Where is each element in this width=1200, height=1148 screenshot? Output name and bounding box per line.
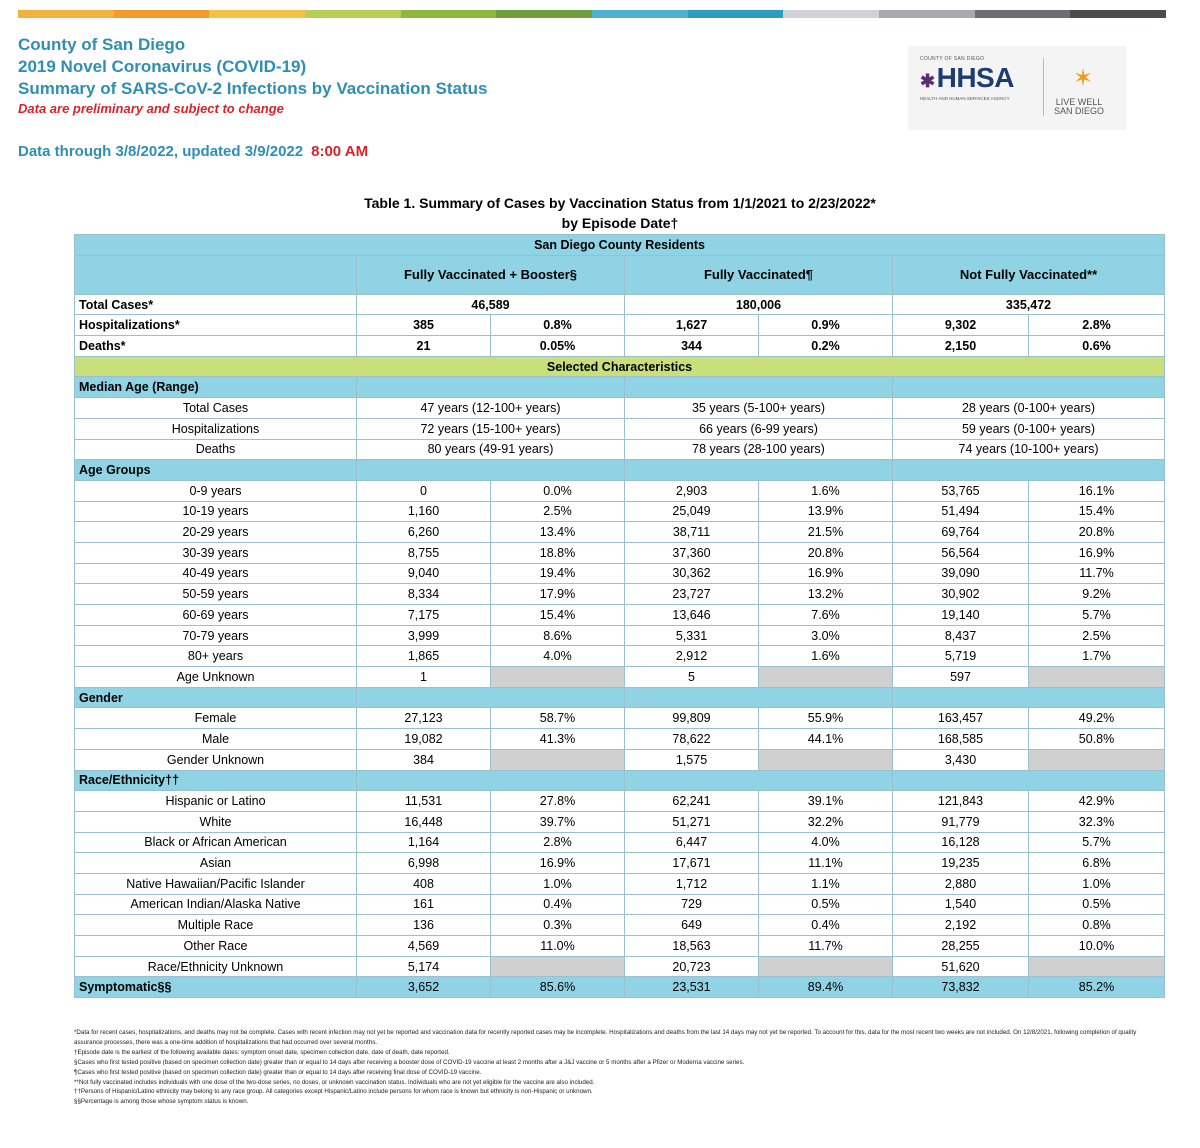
cell: 2.5% [491, 501, 625, 522]
row-label: Asian [75, 853, 357, 874]
logo-county: COUNTY OF SAN DIEGO [920, 56, 985, 62]
col-fully: Fully Vaccinated¶ [625, 255, 893, 294]
hhsa-logo [908, 46, 1126, 130]
cell: 1,712 [625, 873, 759, 894]
cell: 384 [357, 749, 491, 770]
cell: 99,809 [625, 708, 759, 729]
cell: 74 years (10-100+ years) [893, 439, 1165, 460]
cell: 11.7% [1029, 563, 1165, 584]
hosp-row [75, 315, 1165, 336]
data-through-text: Data through 3/8/2022, updated 3/9/2022 [18, 143, 304, 160]
cell: 2.8% [491, 832, 625, 853]
cell: 59 years (0-100+ years) [893, 418, 1165, 439]
cell: 0.4% [759, 915, 893, 936]
grey-cell [1029, 749, 1165, 770]
cell: 19,140 [893, 605, 1029, 626]
deaths-row [75, 336, 1165, 357]
cell: 1.0% [1029, 873, 1165, 894]
cell: 0.8% [491, 315, 625, 336]
cell: 3,999 [357, 625, 491, 646]
color-bar-segment [401, 10, 497, 18]
cell: 35 years (5-100+ years) [625, 398, 893, 419]
cell: 25,049 [625, 501, 759, 522]
section-fill [625, 687, 893, 708]
section-fill [357, 460, 625, 481]
cell: 58.7% [491, 708, 625, 729]
median-age-section-label: Median Age (Range) [75, 377, 357, 398]
cell: 0.6% [1029, 336, 1165, 357]
cell: 3,652 [357, 977, 491, 998]
section-fill [357, 770, 625, 791]
cell: 53,765 [893, 480, 1029, 501]
cell: 2,150 [893, 336, 1029, 357]
cell: 37,360 [625, 542, 759, 563]
cell: 0.2% [759, 336, 893, 357]
table-row [75, 791, 1165, 812]
table-row [75, 542, 1165, 563]
cell: 13.9% [759, 501, 893, 522]
cell: 17,671 [625, 853, 759, 874]
section-fill [357, 377, 625, 398]
cell: 9,040 [357, 563, 491, 584]
gender-section [75, 687, 1165, 708]
cell: 16,448 [357, 811, 491, 832]
footnote: §Cases who first tested positive (based on specimen collection date) greater than or equal to 14 days after receiving a booster dose of COVID-19 vaccine at least 2 months after a J&J vaccine or 5 months after a Pfizer or Moderna vaccine series. [74, 1058, 745, 1066]
cell: 5,719 [893, 646, 1029, 667]
table-row [75, 956, 1165, 977]
live-well-figure-icon: ✶ [1073, 65, 1094, 92]
table-row [75, 646, 1165, 667]
cell: 1,865 [357, 646, 491, 667]
cell: 6,260 [357, 522, 491, 543]
col-not-fully: Not Fully Vaccinated** [893, 255, 1165, 294]
section-fill [625, 770, 893, 791]
row-label: Hospitalizations [75, 418, 357, 439]
cell: 49.2% [1029, 708, 1165, 729]
row-label: American Indian/Alaska Native [75, 894, 357, 915]
covid-title: 2019 Novel Coronavirus (COVID-19) [18, 57, 307, 76]
color-bar-segment [305, 10, 401, 18]
table-row [75, 915, 1165, 936]
cell: 16.9% [491, 853, 625, 874]
cell: 344 [625, 336, 759, 357]
cell: 56,564 [893, 542, 1029, 563]
cell: 47 years (12-100+ years) [357, 398, 625, 419]
residents-header: San Diego County Residents [75, 235, 1165, 256]
grey-cell [759, 956, 893, 977]
table-row [75, 605, 1165, 626]
cell: 1.0% [491, 873, 625, 894]
total-cases-booster: 46,589 [357, 294, 625, 315]
san-diego-text: SAN DIEGO [1054, 106, 1105, 116]
row-label: Male [75, 729, 357, 750]
grey-cell [759, 749, 893, 770]
color-bar-segment [114, 10, 210, 18]
row-label: Other Race [75, 936, 357, 957]
row-label: White [75, 811, 357, 832]
county-title: County of San Diego [18, 35, 186, 54]
cell: 0.3% [491, 915, 625, 936]
row-label: 60-69 years [75, 605, 357, 626]
cell: 55.9% [759, 708, 893, 729]
cell: 62,241 [625, 791, 759, 812]
section-fill [893, 687, 1165, 708]
cell: 168,585 [893, 729, 1029, 750]
cell: 16.9% [759, 563, 893, 584]
total-cases-label: Total Cases* [75, 294, 357, 315]
row-label: Race/Ethnicity Unknown [75, 956, 357, 977]
table-row [75, 563, 1165, 584]
cell: 28 years (0-100+ years) [893, 398, 1165, 419]
cell: 385 [357, 315, 491, 336]
footnote: *Data for recent cases, hospitalizations, and deaths may not be complete. Cases with recent infection may not yet be reported and vaccination data for recently reported cases may be incomplete. Hospitalizations and deaths from the last 14 days may not yet be reported. To account for this, data for the most recent two weeks are not included. On 12/8/2021, following completion of quality assurance processes, there was a one-time addition of hospitalizations that had occurred over several months. [74, 1029, 1137, 1046]
row-label: Total Cases [75, 398, 357, 419]
cell: 18,563 [625, 936, 759, 957]
color-bar-segment [975, 10, 1071, 18]
cell: 89.4% [759, 977, 893, 998]
cell: 0.0% [491, 480, 625, 501]
col-booster: Fully Vaccinated + Booster§ [357, 255, 625, 294]
grey-cell [491, 667, 625, 688]
cell: 13.2% [759, 584, 893, 605]
color-bar-segment [1070, 10, 1166, 18]
cell: 1,627 [625, 315, 759, 336]
table-row [75, 936, 1165, 957]
section-fill [893, 460, 1165, 481]
cell: 4,569 [357, 936, 491, 957]
cell: 4.0% [759, 832, 893, 853]
table-row [75, 625, 1165, 646]
table-row [75, 418, 1165, 439]
cell: 11.0% [491, 936, 625, 957]
cell: 30,362 [625, 563, 759, 584]
logo-hhsa-text: HHSA [936, 62, 1014, 93]
cell: 1 [357, 667, 491, 688]
cell: 2,192 [893, 915, 1029, 936]
cell: 20,723 [625, 956, 759, 977]
cell: 69,764 [893, 522, 1029, 543]
cell: 6.8% [1029, 853, 1165, 874]
cell: 1.1% [759, 873, 893, 894]
cell: 91,779 [893, 811, 1029, 832]
cell: 5.7% [1029, 832, 1165, 853]
cell: 11.1% [759, 853, 893, 874]
cell: 6,447 [625, 832, 759, 853]
cell: 163,457 [893, 708, 1029, 729]
table-row [75, 398, 1165, 419]
section-fill [625, 460, 893, 481]
section-fill [357, 687, 625, 708]
table-row [75, 749, 1165, 770]
header-color-bar [18, 10, 1166, 18]
cell: 3,430 [893, 749, 1029, 770]
cell: 16.9% [1029, 542, 1165, 563]
summary-table [74, 234, 1165, 998]
cell: 5,331 [625, 625, 759, 646]
row-label: 50-59 years [75, 584, 357, 605]
table-title [0, 193, 1200, 233]
cell: 8,755 [357, 542, 491, 563]
blank-header-cell [75, 255, 357, 294]
cell: 15.4% [1029, 501, 1165, 522]
logo-sub: HEALTH AND HUMAN SERVICES AGENCY [920, 96, 1010, 101]
grey-cell [1029, 956, 1165, 977]
cell: 11,531 [357, 791, 491, 812]
table-row [75, 522, 1165, 543]
hosp-label: Hospitalizations* [75, 315, 357, 336]
footnotes [74, 1028, 1164, 1107]
cell: 0 [357, 480, 491, 501]
cell: 11.7% [759, 936, 893, 957]
cell: 5,174 [357, 956, 491, 977]
update-time: 8:00 AM [311, 143, 369, 160]
cell: 1.7% [1029, 646, 1165, 667]
logo-divider [1043, 58, 1044, 116]
deaths-label: Deaths* [75, 336, 357, 357]
grey-cell [491, 749, 625, 770]
table-row [75, 894, 1165, 915]
color-bar-segment [688, 10, 784, 18]
cell: 597 [893, 667, 1029, 688]
cell: 4.0% [491, 646, 625, 667]
cell: 72 years (15-100+ years) [357, 418, 625, 439]
cell: 408 [357, 873, 491, 894]
cell: 1,575 [625, 749, 759, 770]
row-label: Black or African American [75, 832, 357, 853]
row-label: Multiple Race [75, 915, 357, 936]
cell: 1.6% [759, 646, 893, 667]
cell: 23,531 [625, 977, 759, 998]
color-bar-segment [783, 10, 879, 18]
cell: 51,620 [893, 956, 1029, 977]
cell: 5.7% [1029, 605, 1165, 626]
cell: 51,271 [625, 811, 759, 832]
row-label: Deaths [75, 439, 357, 460]
table-row [75, 811, 1165, 832]
preliminary-note: Data are preliminary and subject to change [18, 101, 284, 116]
footnote: **Not fully vaccinated includes individuals with one dose of the two-dose series, no doses, or unknown vaccination status. Individuals who are not yet eligible for the vaccine are also included. [74, 1078, 595, 1086]
cell: 8,437 [893, 625, 1029, 646]
row-label: 80+ years [75, 646, 357, 667]
cell: 0.9% [759, 315, 893, 336]
cell: 0.8% [1029, 915, 1165, 936]
row-label: Gender Unknown [75, 749, 357, 770]
cell: 0.4% [491, 894, 625, 915]
cell: 0.05% [491, 336, 625, 357]
section-fill [893, 377, 1165, 398]
cell: 39.7% [491, 811, 625, 832]
cell: 20.8% [1029, 522, 1165, 543]
footnote: §§Percentage is among those whose symptom status is known. [74, 1098, 249, 1106]
data-through-line [18, 143, 368, 160]
color-bar-segment [18, 10, 114, 18]
footnote: †Episode date is the earliest of the following available dates: symptom onset date, specimen collection date, date of death, date reported. [74, 1048, 450, 1056]
cell: 7.6% [759, 605, 893, 626]
table-row [75, 501, 1165, 522]
table-row [75, 853, 1165, 874]
table-row [75, 873, 1165, 894]
color-bar-segment [592, 10, 688, 18]
cell: 3.0% [759, 625, 893, 646]
cell: 17.9% [491, 584, 625, 605]
color-bar-segment [879, 10, 975, 18]
live-well-logo [1054, 98, 1104, 116]
cell: 9,302 [893, 315, 1029, 336]
cell: 2.5% [1029, 625, 1165, 646]
age-groups-section-label: Age Groups [75, 460, 357, 481]
table-row [75, 832, 1165, 853]
cell: 78,622 [625, 729, 759, 750]
cell: 161 [357, 894, 491, 915]
cell: 15.4% [491, 605, 625, 626]
cell: 1,540 [893, 894, 1029, 915]
grey-cell [759, 667, 893, 688]
cell: 44.1% [759, 729, 893, 750]
table-row [75, 584, 1165, 605]
cell: 16,128 [893, 832, 1029, 853]
cell: 2,912 [625, 646, 759, 667]
cell: 0.5% [1029, 894, 1165, 915]
symptomatic-label: Symptomatic§§ [75, 977, 357, 998]
cell: 13,646 [625, 605, 759, 626]
cell: 85.2% [1029, 977, 1165, 998]
cell: 80 years (49-91 years) [357, 439, 625, 460]
cell: 13.4% [491, 522, 625, 543]
grey-cell [491, 956, 625, 977]
report-title: Summary of SARS-CoV-2 Infections by Vaccination Status [18, 79, 488, 98]
table-title-line2: by Episode Date† [561, 215, 679, 231]
cell: 28,255 [893, 936, 1029, 957]
cell: 66 years (6-99 years) [625, 418, 893, 439]
cell: 23,727 [625, 584, 759, 605]
footnote: ††Persons of Hispanic/Latino ethnicity may belong to any race group. All categories except Hispanic/Latino include persons for whom race is known but ethnicity is non-Hispanic or unknown. [74, 1088, 593, 1096]
symptomatic-row [75, 977, 1165, 998]
cell: 39.1% [759, 791, 893, 812]
row-label: Female [75, 708, 357, 729]
section-fill [893, 770, 1165, 791]
cell: 8,334 [357, 584, 491, 605]
table-title-line1: Table 1. Summary of Cases by Vaccination Status from 1/1/2021 to 2/23/2022* [364, 195, 876, 211]
cell: 50.8% [1029, 729, 1165, 750]
table-row [75, 708, 1165, 729]
cell: 42.9% [1029, 791, 1165, 812]
color-bar-segment [209, 10, 305, 18]
row-label: 10-19 years [75, 501, 357, 522]
race-section-label: Race/Ethnicity†† [75, 770, 357, 791]
row-label: 20-29 years [75, 522, 357, 543]
live-well-text: LIVE WELL [1055, 97, 1103, 107]
logo-hhsa [920, 62, 1014, 94]
cell: 2.8% [1029, 315, 1165, 336]
cell: 41.3% [491, 729, 625, 750]
cell: 73,832 [893, 977, 1029, 998]
row-label: Age Unknown [75, 667, 357, 688]
total-cases-not: 335,472 [893, 294, 1165, 315]
row-label: Hispanic or Latino [75, 791, 357, 812]
race-section [75, 770, 1165, 791]
report-header [18, 34, 488, 118]
row-label: 40-49 years [75, 563, 357, 584]
cell: 7,175 [357, 605, 491, 626]
cell: 32.3% [1029, 811, 1165, 832]
cell: 21.5% [759, 522, 893, 543]
cell: 1,160 [357, 501, 491, 522]
row-label: 70-79 years [75, 625, 357, 646]
median-age-section [75, 377, 1165, 398]
cell: 1.6% [759, 480, 893, 501]
cell: 39,090 [893, 563, 1029, 584]
section-fill [625, 377, 893, 398]
cell: 20.8% [759, 542, 893, 563]
seal-icon: ✱ [920, 71, 935, 91]
cell: 78 years (28-100 years) [625, 439, 893, 460]
cell: 21 [357, 336, 491, 357]
grey-cell [1029, 667, 1165, 688]
row-label: 30-39 years [75, 542, 357, 563]
footnote: ¶Cases who first tested positive (based on specimen collection date) greater than or equal to 14 days after receiving final dose of COVID-19 vaccine. [74, 1068, 482, 1076]
cell: 85.6% [491, 977, 625, 998]
cell: 51,494 [893, 501, 1029, 522]
row-label: Native Hawaiian/Pacific Islander [75, 873, 357, 894]
color-bar-segment [496, 10, 592, 18]
gender-section-label: Gender [75, 687, 357, 708]
cell: 16.1% [1029, 480, 1165, 501]
table-row [75, 667, 1165, 688]
cell: 9.2% [1029, 584, 1165, 605]
table-row [75, 439, 1165, 460]
total-cases-fully: 180,006 [625, 294, 893, 315]
cell: 649 [625, 915, 759, 936]
row-label: 0-9 years [75, 480, 357, 501]
cell: 18.8% [491, 542, 625, 563]
cell: 729 [625, 894, 759, 915]
cell: 19,082 [357, 729, 491, 750]
cell: 1,164 [357, 832, 491, 853]
cell: 19,235 [893, 853, 1029, 874]
cell: 10.0% [1029, 936, 1165, 957]
cell: 2,880 [893, 873, 1029, 894]
cell: 19.4% [491, 563, 625, 584]
cell: 8.6% [491, 625, 625, 646]
cell: 30,902 [893, 584, 1029, 605]
table-row [75, 480, 1165, 501]
age-groups-section [75, 460, 1165, 481]
selected-characteristics: Selected Characteristics [75, 356, 1165, 377]
cell: 5 [625, 667, 759, 688]
cell: 27.8% [491, 791, 625, 812]
cell: 121,843 [893, 791, 1029, 812]
cell: 27,123 [357, 708, 491, 729]
cell: 0.5% [759, 894, 893, 915]
cell: 136 [357, 915, 491, 936]
cell: 32.2% [759, 811, 893, 832]
cell: 6,998 [357, 853, 491, 874]
cell: 2,903 [625, 480, 759, 501]
cell: 38,711 [625, 522, 759, 543]
table-row [75, 729, 1165, 750]
